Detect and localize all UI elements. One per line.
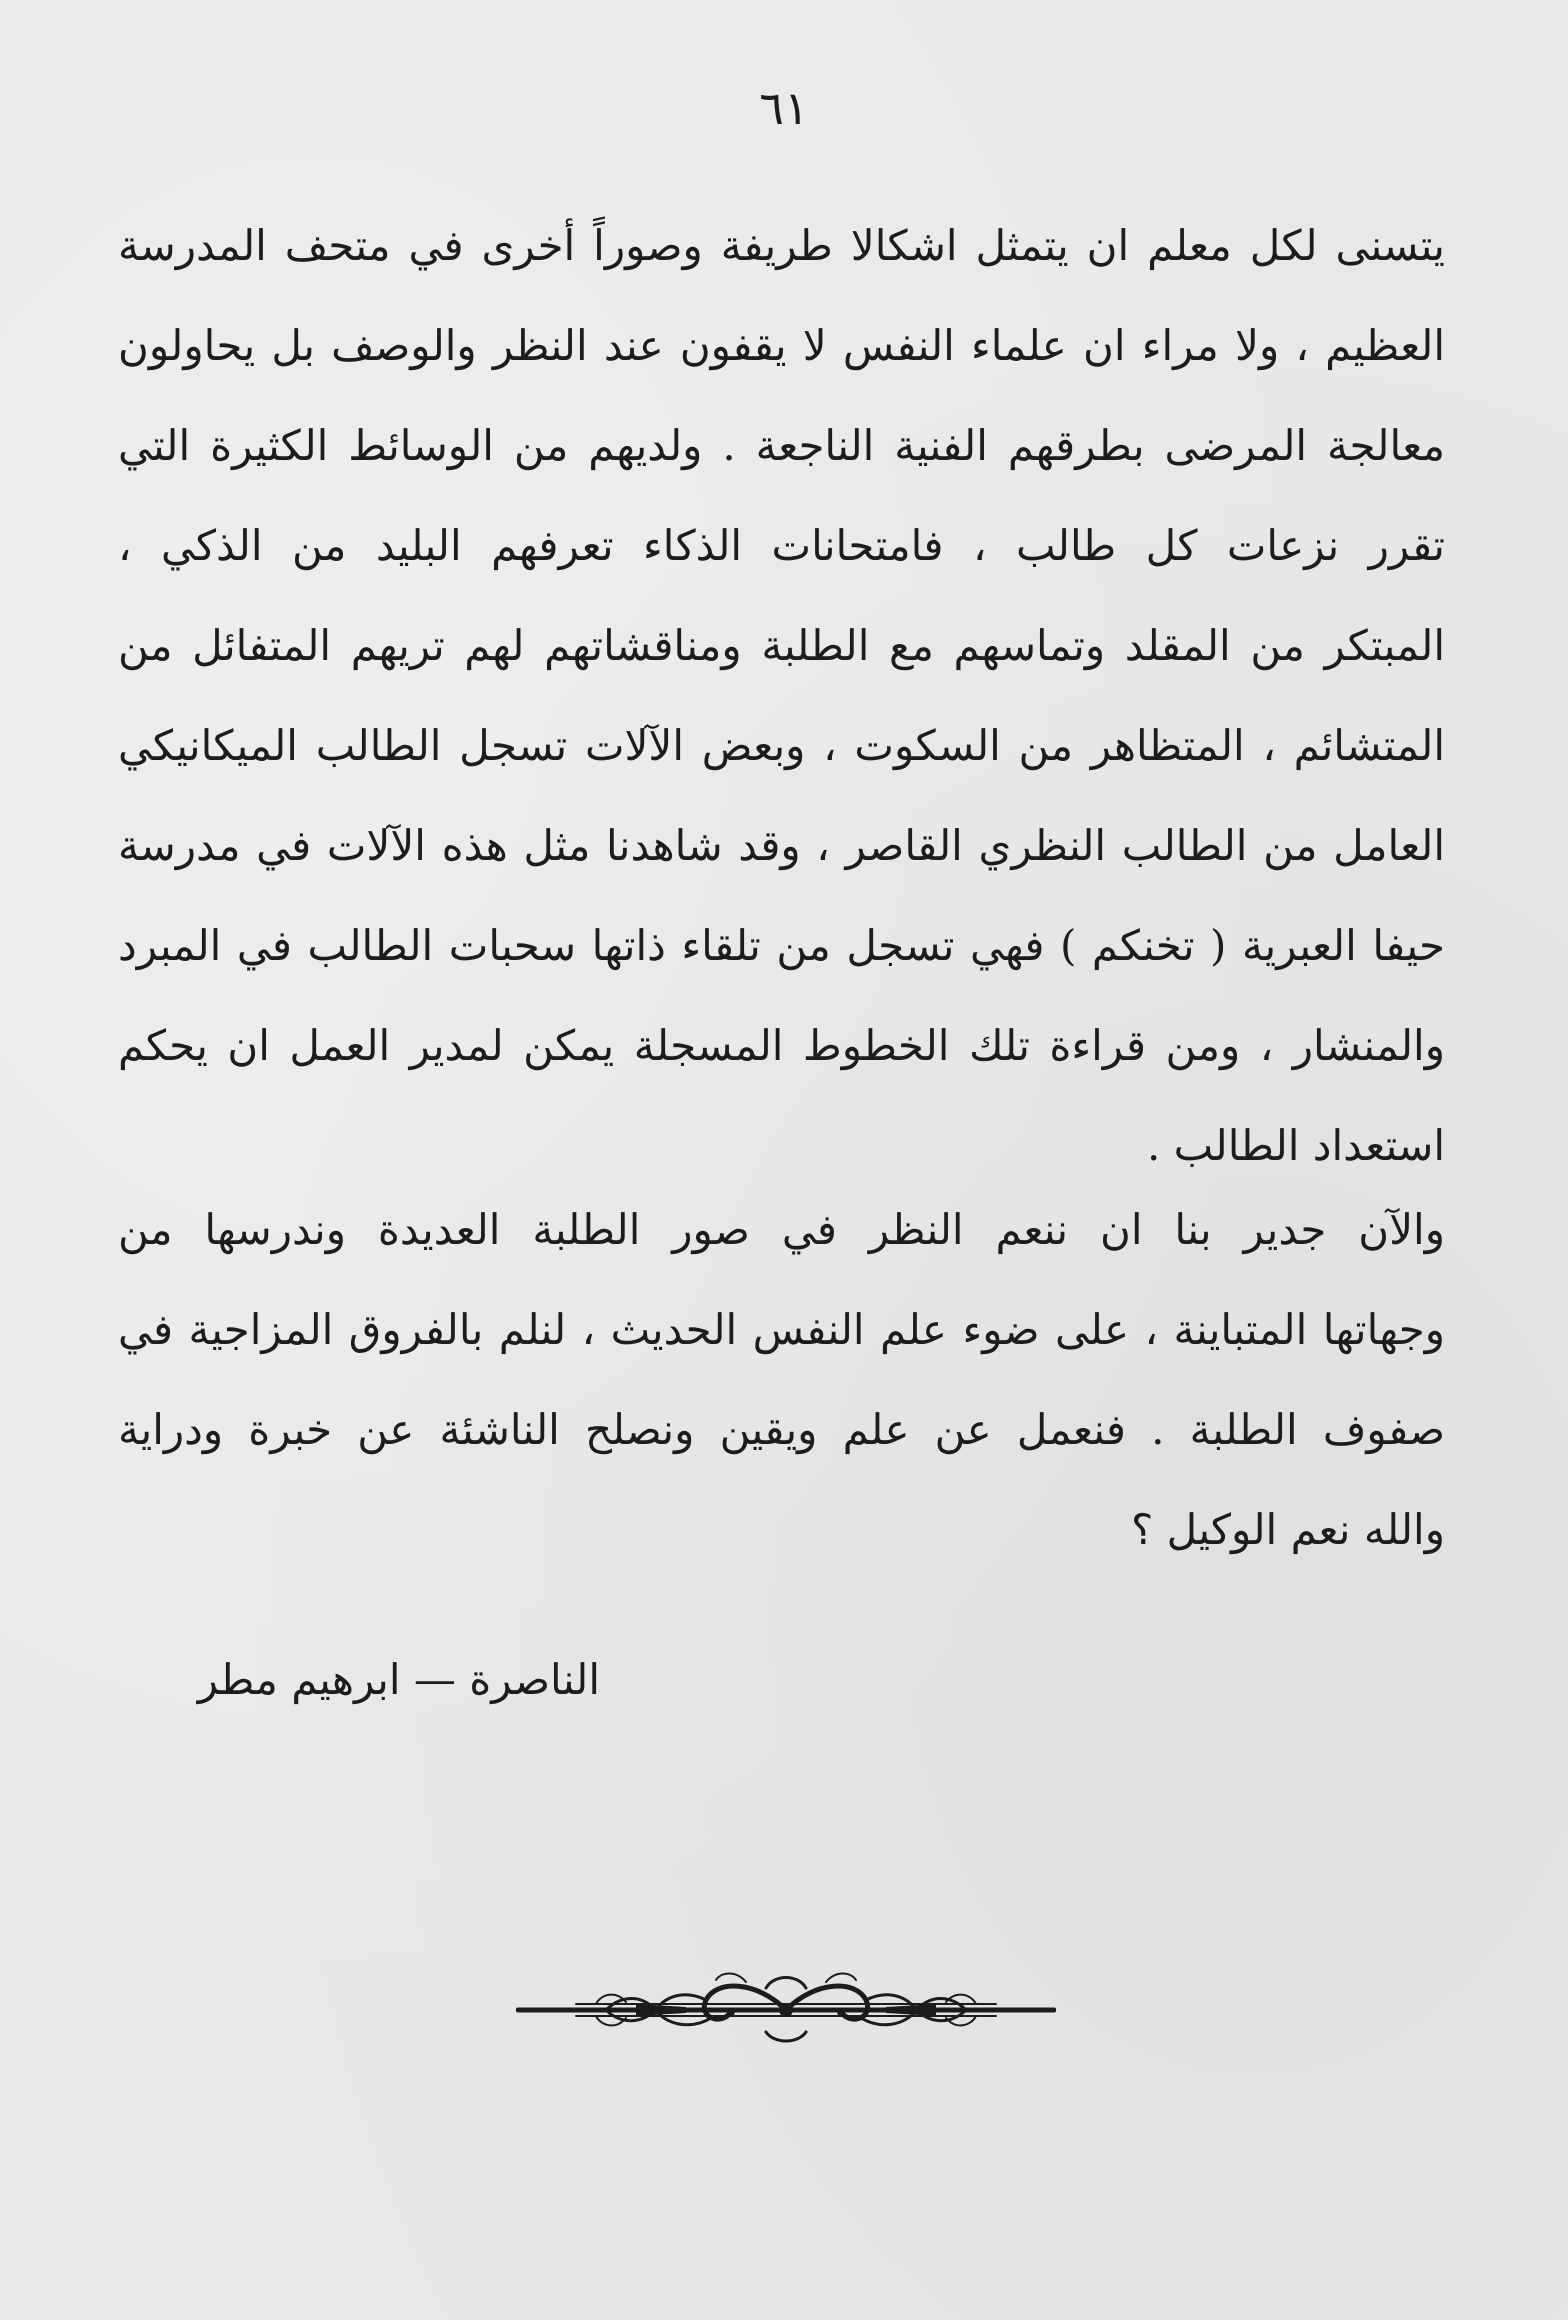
text-line: صفوف الطلبة . فنعمل عن علم ويقين ونصلح الناشئة عن خبرة ودراية bbox=[118, 1405, 1445, 1454]
author-signature: الناصرة — ابرهيم مطر bbox=[197, 1655, 600, 1704]
text-line: حيفا العبرية ( تخنكم ) فهي تسجل من تلقاء ذاتها سحبات الطالب في المبرد bbox=[118, 921, 1445, 970]
text-line: وجهاتها المتباينة ، على ضوء علم النفس الحديث ، لنلم بالفروق المزاجية في bbox=[118, 1305, 1445, 1354]
paragraph bbox=[118, 1180, 1445, 1580]
paragraph bbox=[118, 196, 1445, 1196]
text-line: استعداد الطالب . bbox=[1146, 1121, 1445, 1170]
text-line: تقرر نزعات كل طالب ، فامتحانات الذكاء تعرفهم البليد من الذكي ، bbox=[118, 521, 1445, 570]
text-line: معالجة المرضى بطرقهم الفنية الناجعة . ولديهم من الوسائط الكثيرة التي bbox=[118, 421, 1445, 470]
text-line: العامل من الطالب النظري القاصر ، وقد شاهدنا مثل هذه الآلات في مدرسة bbox=[118, 821, 1445, 870]
text-line: والآن جدير بنا ان ننعم النظر في صور الطلبة العديدة وندرسها من bbox=[118, 1205, 1445, 1254]
text-line: المتشائم ، المتظاهر من السكوت ، وبعض الآلات تسجل الطالب الميكانيكي bbox=[118, 721, 1445, 770]
decorative-scroll-ornament-icon bbox=[516, 1960, 1056, 2050]
text-line: يتسنى لكل معلم ان يتمثل اشكالا طريفة وصوراً أخرى في متحف المدرسة bbox=[118, 221, 1445, 270]
text-line: والله نعم الوكيل ؟ bbox=[1130, 1505, 1445, 1554]
page-number: ٦١ bbox=[759, 81, 809, 135]
text-line: والمنشار ، ومن قراءة تلك الخطوط المسجلة يمكن لمدير العمل ان يحكم bbox=[118, 1021, 1445, 1070]
text-line: العظيم ، ولا مراء ان علماء النفس لا يقفون عند النظر والوصف بل يحاولون bbox=[118, 321, 1445, 370]
text-line: المبتكر من المقلد وتماسهم مع الطلبة ومناقشاتهم لهم تريهم المتفائل من bbox=[118, 621, 1445, 670]
